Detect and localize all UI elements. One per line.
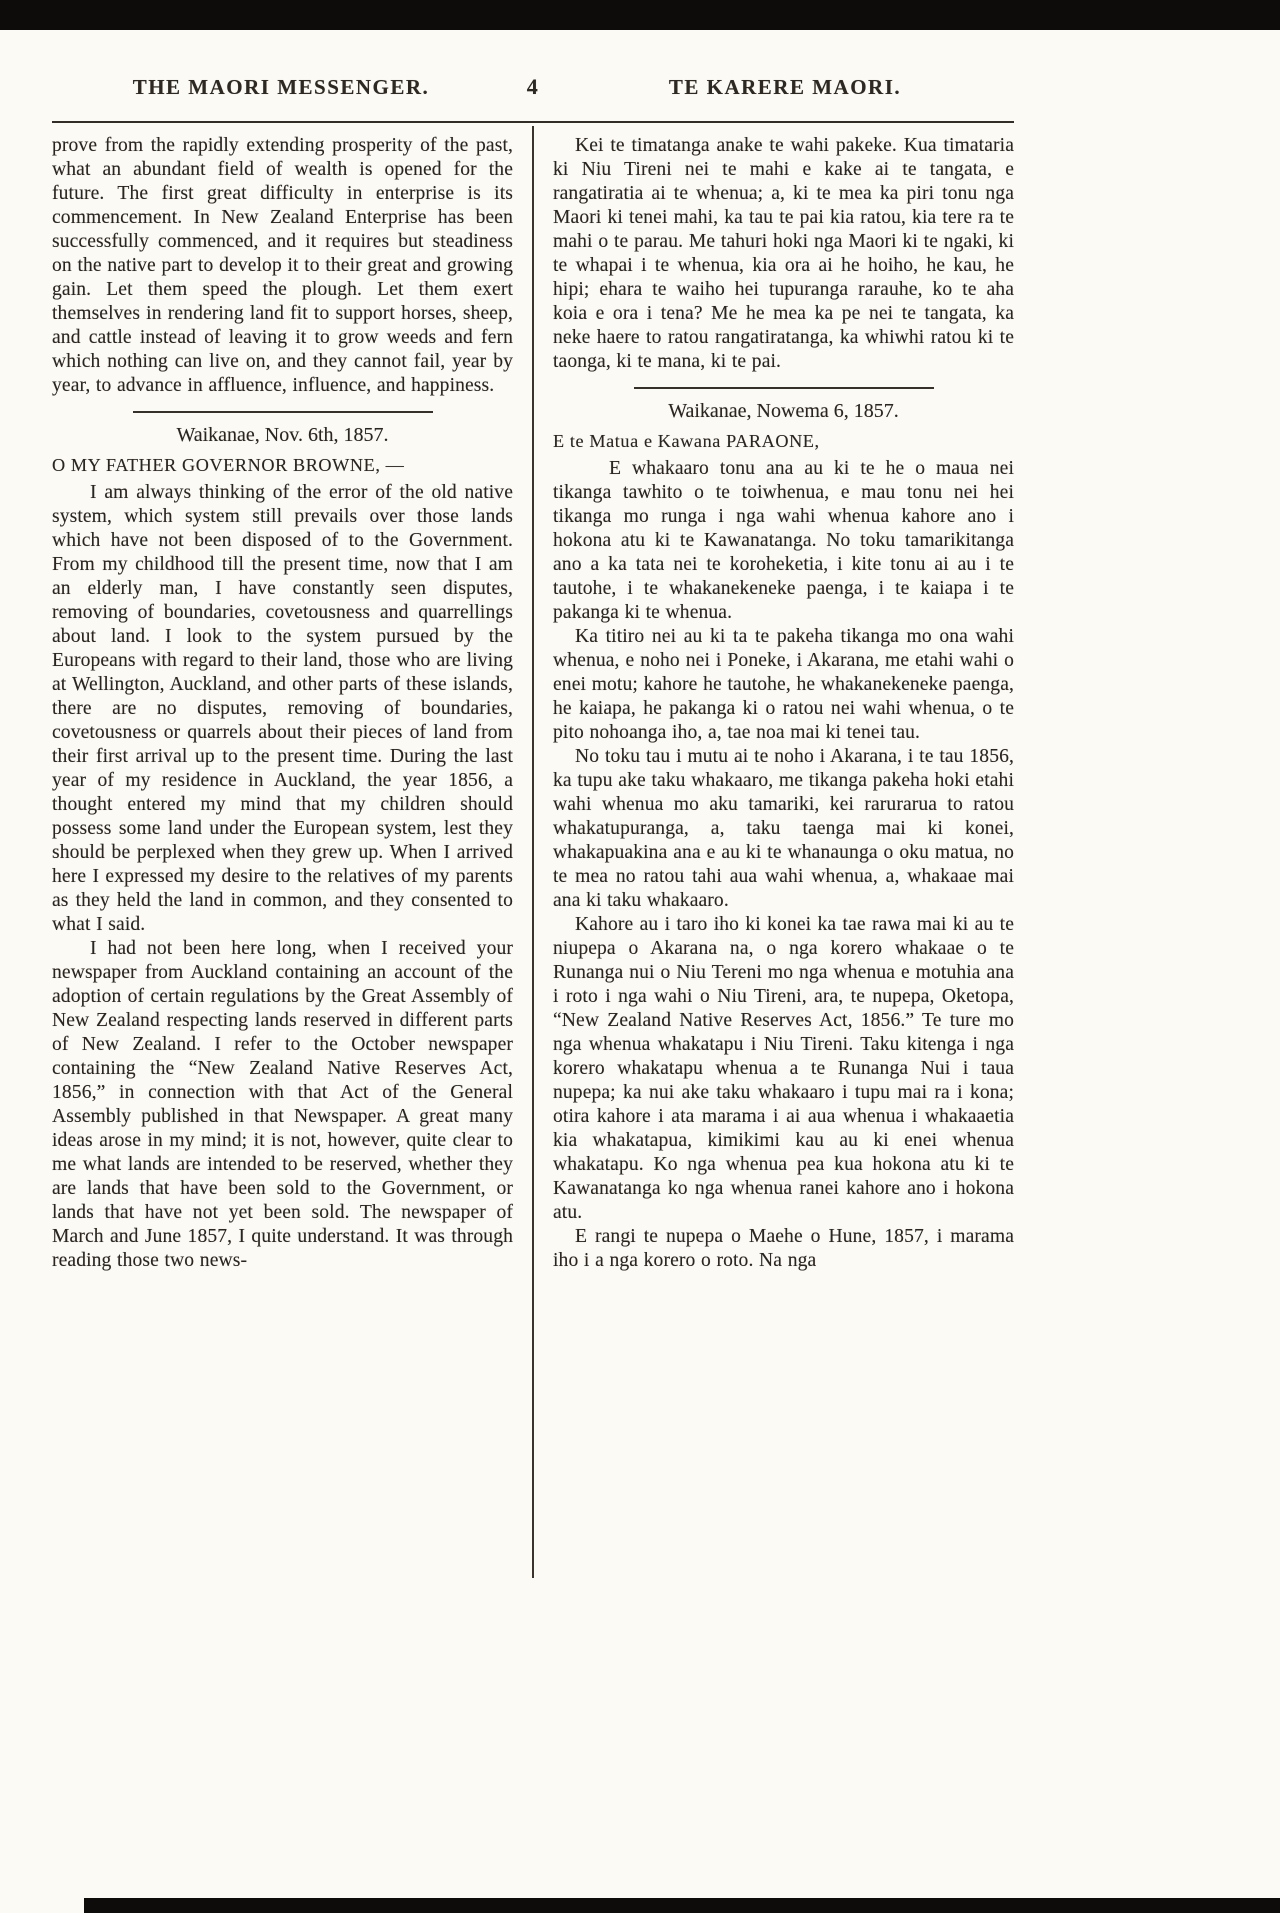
maori-letter-paragraph: E rangi te nupepa o Maehe o Hune, 1857, i marama iho i a nga korero o roto. Na nga bbox=[553, 1226, 1014, 1271]
maori-opening-paragraph: Kei te timatanga anake te wahi pakeke. Kua timataria ki Niu Tireni nei te mahi e kake ai te tangata, e rangatiratia ai te whenua; a, ki te mea ka piri tonu nga Maori ki tenei mahi, ka tau te pai kia ratou, kia tere ra te mahi o te parau. Me tahuri hoki nga Maori ki te ngaki, ki te whapai i te whenua, kia ora ai he hoiho, he kau, he hipi; ehara te waiho hei tupuranga rarauhe, ko te aha koia e ora i tena? Me he mea ka pe nei te tangata, ka neke haere to ratou rangatiratanga, ka whiwhi ratou ki te taonga, ki te mana, ki te pai. bbox=[553, 135, 1014, 372]
maori-letter-paragraph: Kahore au i taro iho ki konei ka tae rawa mai ki au te niupepa o Akarana na, o nga korero whakaae o te Runanga nui o Niu Tereni mo nga whenua e motuhia ana i roto i nga wahi o Niu Tireni, ara, te nupepa, Oketopa, “New Zealand Native Reserves Act, 1856.” Te ture mo nga whenua whakatapu i Niu Tireni. Taku kitenga i nga korero whakatapu whenua a te Runanga Nui i taua nupepa; ka nui ake taku whakaaro i tupu mai ra i kona; otira kahore i ata marama i ai aua whenua i whakaaetia kia whakatapua, kimikimi kau au ki enei whenua whakatapu. Ko nga whenua pea kua hokona atu ki te Kawanatanga ko nga whenua ranei kahore ano i hokona atu. bbox=[553, 914, 1014, 1223]
masthead-title-english: THE MAORI MESSENGER. bbox=[132, 75, 430, 99]
maori-letter-paragraph: No toku tau i mutu ai te noho i Akarana, i te tau 1856, ka tupu ake taku whakaaro, me tikanga pakeha hoki etahi wahi whenua mo aku tamariki, kei rarurarua to ratou whakatupuranga, a, taku taenga mai ki konei, whakapuakina ana e au ki te whanaunga o oku matua, no te mea no ratou tahi aua wahi whenua, a, whakaae mai ana ki taku whakaaro. bbox=[553, 746, 1014, 911]
scan-black-edge-bottom bbox=[84, 1898, 1280, 1913]
english-letter-paragraph: I had not been here long, when I received your newspaper from Auckland containing an account of the adoption of certain regulations by the Great Assembly of New Zealand respecting lands reserved in different parts of New Zealand. I refer to the October newspaper containing the “New Zealand Native Reserves Act, 1856,” in connection with that Act of the General Assembly published in that Newspaper. A great many ideas arose in my mind; it is not, however, quite clear to me what lands are intended to be reserved, whether they are lands that have been sold to the Government, or lands that have not yet been sold. The newspaper of March and June 1857, I quite understand. It was through reading those two news- bbox=[52, 938, 513, 1271]
scan-black-edge-top bbox=[0, 0, 1280, 30]
english-letter-dateline: Waikanae, Nov. 6th, 1857. bbox=[176, 424, 389, 446]
maori-letter-salutation: E te Matua e Kawana PARAONE, bbox=[553, 431, 820, 451]
masthead-rule bbox=[52, 121, 1014, 123]
maori-letter-paragraph: E whakaaro tonu ana au ki te he o maua nei tikanga tawhito o te toiwhenua, e mau tonu nei hei tikanga mo runga i nga wahi whenua kahore ano i hokona atu ki te Kawanatanga. No toku tamarikitanga ano a ka tata nei te koroheketia, i kite tonu ai au i te tautohe, i te whakanekeneke paenga, i te kaiapa i te pakanga ki te whenua. bbox=[553, 458, 1014, 623]
english-letter-salutation: O MY FATHER GOVERNOR BROWNE, — bbox=[52, 455, 405, 475]
page-body bbox=[52, 134, 1014, 1273]
masthead-title-maori: TE KARERE MAORI. bbox=[668, 75, 902, 99]
english-column bbox=[52, 134, 513, 1273]
page-number: 4 bbox=[526, 74, 540, 99]
maori-column bbox=[553, 134, 1014, 1273]
masthead bbox=[52, 74, 1014, 100]
english-continuation-paragraph: prove from the rapidly extending prosperity of the past, what an abundant field of wealth is opened for the future. The first great difficulty in enterprise is its commencement. In New Zealand Enterprise has been successfully commenced, and it requires but steadiness on the native part to develop it to their great and growing gain. Let them speed the plough. Let them exert themselves in rendering land fit to support horses, sheep, and cattle instead of leaving it to grow weeds and fern which nothing can live on, and they cannot fail, year by year, to advance in affluence, influence, and happiness. bbox=[52, 135, 513, 396]
english-letter-paragraph: I am always thinking of the error of the old native system, which system still prevails over those lands which have not been disposed of to the Government. From my childhood till the present time, now that I am an elderly man, I have constantly seen disputes, removing of boundaries, covetousness and quarrellings about land. I look to the system pursued by the Europeans with regard to their land, those who are living at Wellington, Auckland, and other parts of these islands, there are no disputes, removing of boundaries, covetousness or quarrels about their pieces of land from their first arrival up to the present time. During the last year of my residence in Auckland, the year 1856, a thought entered my mind that my children should possess some land under the European system, lest they should be perplexed when they grew up. When I arrived here I expressed my desire to the relatives of my parents as they held the land in common, and they consented to what I said. bbox=[52, 482, 513, 935]
section-divider-rule bbox=[634, 387, 934, 389]
maori-letter-paragraph: Ka titiro nei au ki ta te pakeha tikanga mo ona wahi whenua, e noho nei i Poneke, i Akarana, me etahi wahi o enei motu; kahore he tautohe, he whakanekeneke paenga, he kaiapa, he pakanga ki o ratou nei wahi whenua, o te pito nohoanga iho, a, tae noa mai ki tenei tau. bbox=[553, 626, 1014, 743]
maori-letter-dateline: Waikanae, Nowema 6, 1857. bbox=[668, 400, 899, 422]
section-divider-rule bbox=[133, 411, 433, 413]
